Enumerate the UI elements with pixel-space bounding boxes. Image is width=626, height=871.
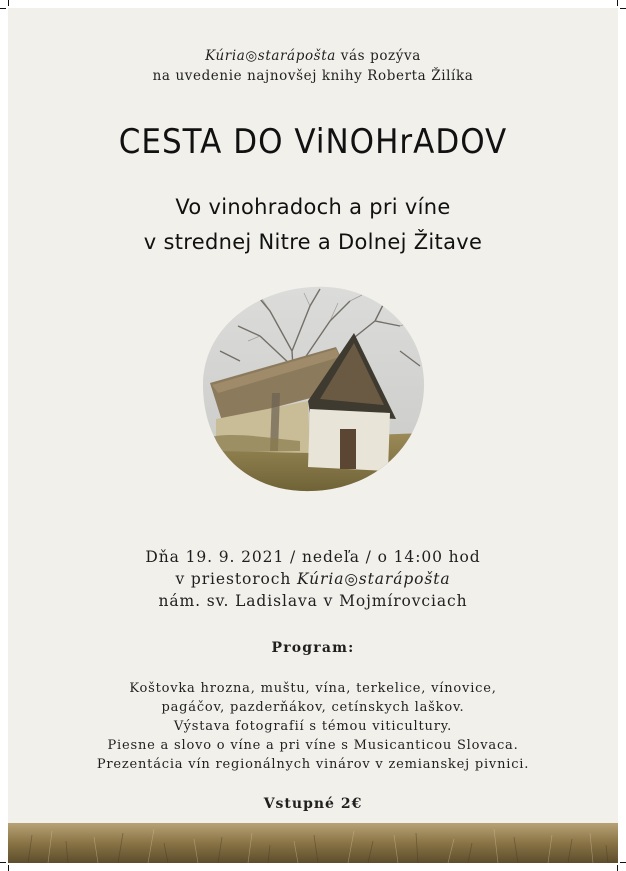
brand-name: Kúria◎starápošta	[205, 48, 336, 64]
venue-prefix: v priestoroch	[175, 570, 298, 588]
cellar-house-photo	[200, 281, 426, 493]
program-line: Koštovka hrozna, muštu, vína, terkelice, vínovice,	[129, 681, 497, 696]
program-line: pagáčov, pazderňákov, cetínskych laškov.	[161, 700, 465, 715]
crop-mark	[0, 862, 6, 863]
crop-mark	[620, 8, 626, 9]
crop-mark	[8, 0, 9, 6]
subtitle-line-2: v strednej Nitre a Dolnej Žitave	[143, 230, 483, 254]
event-address: nám. sv. Ladislava v Mojmírovciach	[158, 592, 468, 610]
event-details	[8, 546, 618, 612]
program-line: Výstava fotografií s témou viticultury.	[173, 719, 453, 734]
program-heading: Program:	[271, 640, 355, 656]
program-line: Piesne a slovo o víne a pri víne s Musicanticou Slovaca.	[107, 738, 519, 753]
venue-brand: Kúria◎starápošta	[297, 570, 451, 588]
poster	[8, 8, 618, 863]
program-list	[8, 679, 618, 774]
book-title: CESTA DO ViNOHrADOV	[118, 122, 508, 162]
crop-mark	[8, 865, 9, 871]
grass-strip-photo	[8, 823, 618, 863]
event-venue	[8, 568, 618, 590]
book-subtitle	[8, 190, 618, 260]
invitation-line-2: na uvedenie najnovšej knihy Roberta Žilíka	[152, 68, 474, 84]
program-line: Prezentácia vín regionálnych vinárov v zemianskej pivnici.	[96, 757, 530, 772]
invitation-text	[8, 46, 618, 86]
crop-mark	[0, 8, 6, 9]
crop-mark	[620, 862, 626, 863]
invitation-line-1-rest: vás pozýva	[335, 48, 421, 64]
invitation-line-1	[8, 46, 618, 66]
subtitle-line-1: Vo vinohradoch a pri víne	[175, 195, 451, 219]
event-date: Dňa 19. 9. 2021 / nedeľa / o 14:00 hod	[145, 548, 481, 566]
crop-mark	[617, 865, 618, 871]
entry-fee: Vstupné 2€	[263, 796, 363, 812]
crop-mark	[617, 0, 618, 6]
